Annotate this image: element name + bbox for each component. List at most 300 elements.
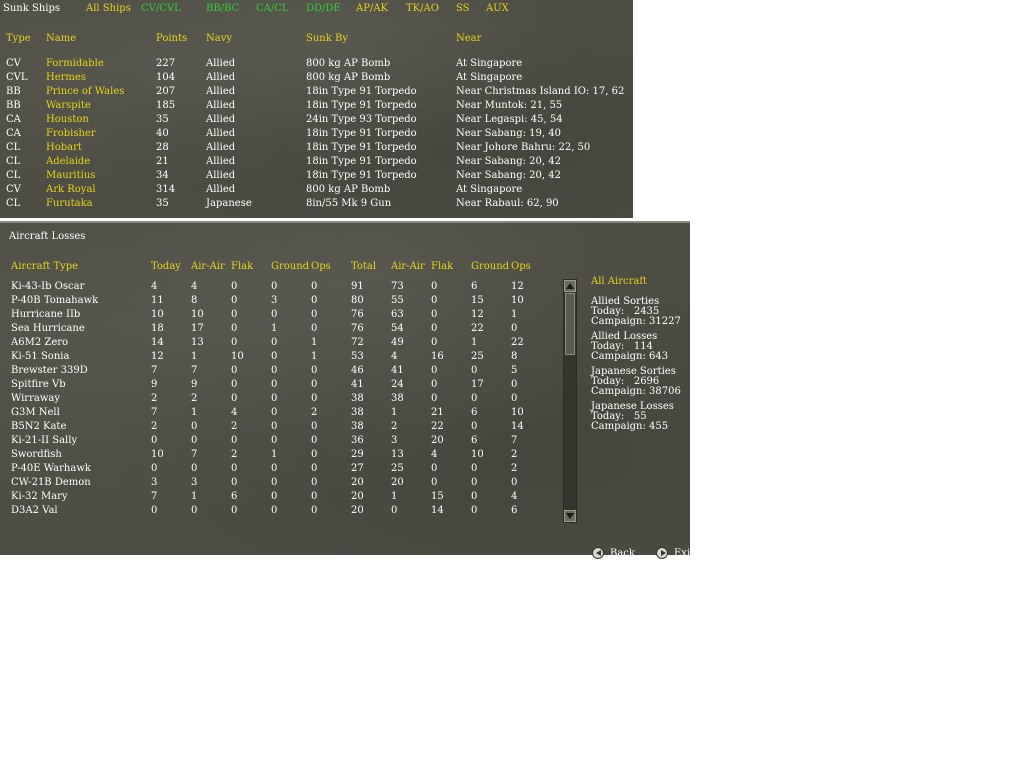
table-cell: 0 — [271, 351, 278, 362]
table-cell: 0 — [471, 463, 478, 474]
table-cell: 36 — [351, 435, 364, 446]
table-cell: 7 — [151, 365, 158, 376]
table-cell: 0 — [471, 491, 478, 502]
summary-today: Today: 114 — [591, 341, 653, 352]
table-cell: 20 — [391, 477, 404, 488]
losses-col-aircraft-type: Aircraft Type — [11, 261, 79, 272]
table-cell: Allied — [206, 156, 236, 167]
table-cell: 0 — [151, 505, 158, 516]
table-cell: 0 — [431, 393, 438, 404]
table-cell: 0 — [311, 505, 318, 516]
table-cell: CL — [6, 170, 21, 181]
table-cell: Allied — [206, 86, 236, 97]
table-cell: At Singapore — [456, 72, 523, 83]
table-cell: 0 — [311, 463, 318, 474]
table-cell: Allied — [206, 170, 236, 181]
table-cell: 3 — [151, 477, 158, 488]
table-cell: 12 — [511, 281, 524, 292]
ships-col-name: Name — [46, 33, 77, 44]
losses-col-ops: Ops — [311, 261, 331, 272]
table-cell: 0 — [431, 337, 438, 348]
back-button[interactable] — [592, 547, 635, 559]
exit-button[interactable] — [656, 547, 694, 559]
table-cell: 800 kg AP Bomb — [306, 184, 391, 195]
table-cell: 10 — [191, 309, 204, 320]
table-cell: 15 — [431, 491, 444, 502]
summary-heading: Japanese Losses — [591, 401, 674, 412]
table-cell: 4 — [191, 281, 198, 292]
summary-heading: Allied Sorties — [591, 296, 660, 307]
aircraft-type-name: CW-21B Demon — [11, 477, 91, 488]
table-cell: 0 — [471, 505, 478, 516]
table-cell: 15 — [471, 295, 484, 306]
table-cell: 17 — [191, 323, 204, 334]
table-cell: 18in Type 91 Torpedo — [306, 156, 417, 167]
table-cell: 800 kg AP Bomb — [306, 58, 391, 69]
table-cell: At Singapore — [456, 58, 523, 69]
ships-col-navy: Navy — [206, 33, 233, 44]
table-cell: 41 — [391, 365, 404, 376]
tab-bb-bc[interactable]: BB/BC — [206, 3, 240, 14]
table-cell: 20 — [351, 477, 364, 488]
scroll-down-arrow-icon[interactable] — [564, 510, 576, 522]
table-cell: 0 — [471, 393, 478, 404]
table-cell: 0 — [431, 463, 438, 474]
ship-name-link[interactable]: Hermes — [46, 72, 86, 83]
tab-cv-cvl[interactable]: CV/CVL — [141, 3, 181, 14]
summary-heading: Allied Losses — [591, 331, 658, 342]
table-cell: 0 — [511, 393, 518, 404]
table-cell: 0 — [271, 477, 278, 488]
table-cell: Near Sabang: 20, 42 — [456, 170, 561, 181]
table-cell: Allied — [206, 114, 236, 125]
table-cell: 0 — [471, 477, 478, 488]
table-cell: BB — [6, 100, 21, 111]
table-cell: Allied — [206, 128, 236, 139]
aircraft-type-name: D3A2 Val — [11, 505, 58, 516]
table-cell: 0 — [511, 379, 518, 390]
table-cell: 21 — [156, 156, 169, 167]
ship-name-link[interactable]: Houston — [46, 114, 89, 125]
losses-col-today: Today — [151, 261, 181, 272]
table-cell: 29 — [351, 449, 364, 460]
sunk-ships-panel — [0, 0, 633, 218]
table-cell: 0 — [311, 323, 318, 334]
table-cell: 6 — [231, 491, 238, 502]
table-cell: 6 — [471, 281, 478, 292]
table-cell: 14 — [431, 505, 444, 516]
table-cell: 9 — [191, 379, 198, 390]
aircraft-type-name: Ki-43-Ib Oscar — [11, 281, 85, 292]
aircraft-type-name: Brewster 339D — [11, 365, 88, 376]
table-cell: 1 — [271, 323, 278, 334]
table-cell: 0 — [431, 323, 438, 334]
table-cell: 7 — [151, 491, 158, 502]
summary-campaign: Campaign: 455 — [591, 421, 669, 432]
table-cell: 22 — [471, 323, 484, 334]
table-cell: 0 — [311, 449, 318, 460]
table-cell: Near Sabang: 19, 40 — [456, 128, 561, 139]
table-cell: 0 — [231, 463, 238, 474]
table-cell: 1 — [391, 491, 398, 502]
table-cell: 14 — [151, 337, 164, 348]
table-cell: 0 — [271, 281, 278, 292]
aircraft-type-name: Swordfish — [11, 449, 62, 460]
tab-tk-ao[interactable]: TK/AO — [406, 3, 439, 14]
table-cell: 18in Type 91 Torpedo — [306, 170, 417, 181]
ship-name-link[interactable]: Warspite — [46, 100, 91, 111]
scroll-thumb[interactable] — [565, 293, 575, 355]
table-cell: 0 — [191, 421, 198, 432]
table-cell: 2 — [151, 421, 158, 432]
table-cell: 1 — [191, 407, 198, 418]
table-cell: 2 — [191, 393, 198, 404]
scroll-up-arrow-icon[interactable] — [564, 280, 576, 292]
table-cell: Allied — [206, 100, 236, 111]
table-cell: CV — [6, 58, 21, 69]
aircraft-losses-panel — [0, 221, 695, 559]
table-cell: 0 — [311, 281, 318, 292]
table-cell: 18 — [151, 323, 164, 334]
table-cell: 3 — [191, 477, 198, 488]
aircraft-type-name: P-40B Tomahawk — [11, 295, 99, 306]
table-cell: 35 — [156, 114, 169, 125]
table-cell: 76 — [351, 323, 364, 334]
losses-col-flak: Flak — [231, 261, 254, 272]
table-cell: 0 — [311, 309, 318, 320]
summary-today: Today: 55 — [591, 411, 647, 422]
table-cell: BB — [6, 86, 21, 97]
table-cell: 12 — [471, 309, 484, 320]
table-cell: 0 — [271, 421, 278, 432]
table-cell: 0 — [231, 505, 238, 516]
table-cell: 0 — [311, 477, 318, 488]
table-cell: 0 — [431, 295, 438, 306]
table-cell: 41 — [351, 379, 364, 390]
table-cell: 0 — [271, 491, 278, 502]
table-cell: 27 — [351, 463, 364, 474]
table-cell: CA — [6, 128, 21, 139]
table-cell: 6 — [471, 435, 478, 446]
table-cell: 2 — [151, 393, 158, 404]
table-cell: 0 — [511, 477, 518, 488]
table-cell: 10 — [151, 309, 164, 320]
table-cell: 76 — [351, 309, 364, 320]
ship-name-link[interactable]: Frobisher — [46, 128, 96, 139]
table-cell: 6 — [511, 505, 518, 516]
table-cell: 24 — [391, 379, 404, 390]
table-cell: 0 — [231, 365, 238, 376]
table-cell: 3 — [271, 295, 278, 306]
table-cell: Near Legaspi: 45, 54 — [456, 114, 563, 125]
table-cell: 0 — [511, 323, 518, 334]
aircraft-type-name: Ki-51 Sonia — [11, 351, 70, 362]
table-cell: 0 — [311, 491, 318, 502]
summary-campaign: Campaign: 643 — [591, 351, 669, 362]
table-cell: 4 — [151, 281, 158, 292]
table-cell: 0 — [311, 379, 318, 390]
table-cell: 207 — [156, 86, 176, 97]
table-cell: 21 — [431, 407, 444, 418]
table-cell: 0 — [391, 505, 398, 516]
table-cell: 38 — [391, 393, 404, 404]
tab-ap-ak[interactable]: AP/AK — [356, 3, 389, 14]
table-cell: 0 — [151, 463, 158, 474]
table-cell: 18in Type 91 Torpedo — [306, 128, 417, 139]
ship-name-link[interactable]: Formidable — [46, 58, 104, 69]
losses-col-total-air-air: Air-Air — [391, 261, 425, 272]
table-cell: 8 — [511, 351, 518, 362]
table-cell: 0 — [471, 421, 478, 432]
table-cell: 38 — [351, 421, 364, 432]
summary-today: Today: 2435 — [591, 306, 660, 317]
table-cell: 2 — [231, 449, 238, 460]
table-cell: 1 — [511, 309, 518, 320]
tab-ca-cl[interactable]: CA/CL — [256, 3, 289, 14]
table-cell: 0 — [271, 505, 278, 516]
summary-heading: Japanese Sorties — [591, 366, 676, 377]
aircraft-type-name: Spitfire Vb — [11, 379, 66, 390]
ships-col-points: Points — [156, 33, 188, 44]
table-cell: Allied — [206, 72, 236, 83]
table-cell: 38 — [351, 407, 364, 418]
table-cell: 4 — [391, 351, 398, 362]
table-cell: 800 kg AP Bomb — [306, 72, 391, 83]
table-cell: 1 — [191, 351, 198, 362]
losses-scrollbar[interactable] — [563, 279, 577, 523]
table-cell: 49 — [391, 337, 404, 348]
table-cell: 16 — [431, 351, 444, 362]
table-cell: 35 — [156, 198, 169, 209]
tab-all-ships[interactable]: All Ships — [86, 3, 131, 14]
table-cell: 28 — [156, 142, 169, 153]
table-cell: 38 — [351, 393, 364, 404]
table-cell: 20 — [351, 505, 364, 516]
table-cell: 9 — [151, 379, 158, 390]
table-cell: 63 — [391, 309, 404, 320]
table-cell: 12 — [151, 351, 164, 362]
table-cell: 13 — [391, 449, 404, 460]
table-cell: 0 — [271, 407, 278, 418]
table-cell: 0 — [231, 295, 238, 306]
sunk-ships-title: Sunk Ships — [3, 3, 60, 14]
table-cell: Near Rabaul: 62, 90 — [456, 198, 559, 209]
table-cell: 2 — [231, 421, 238, 432]
table-cell: 0 — [431, 365, 438, 376]
table-cell: 6 — [471, 407, 478, 418]
table-cell: 55 — [391, 295, 404, 306]
table-cell: 17 — [471, 379, 484, 390]
table-cell: 53 — [351, 351, 364, 362]
table-cell: 22 — [431, 421, 444, 432]
ships-col-sunk-by: Sunk By — [306, 33, 348, 44]
table-cell: 0 — [191, 463, 198, 474]
summary-campaign: Campaign: 31227 — [591, 316, 681, 327]
table-cell: 0 — [311, 421, 318, 432]
table-cell: 22 — [511, 337, 524, 348]
table-cell: 25 — [471, 351, 484, 362]
table-cell: 314 — [156, 184, 176, 195]
table-cell: 0 — [311, 393, 318, 404]
table-cell: 0 — [271, 435, 278, 446]
table-cell: 0 — [231, 393, 238, 404]
table-cell: 3 — [391, 435, 398, 446]
ship-name-link[interactable]: Furutaka — [46, 198, 93, 209]
table-cell: 1 — [391, 407, 398, 418]
table-cell: Near Sabang: 20, 42 — [456, 156, 561, 167]
table-cell: 185 — [156, 100, 176, 111]
table-cell: 2 — [511, 463, 518, 474]
table-cell: 1 — [311, 337, 318, 348]
table-cell: 0 — [231, 435, 238, 446]
table-cell: 8 — [191, 295, 198, 306]
losses-col-total-flak: Flak — [431, 261, 454, 272]
table-cell: 104 — [156, 72, 176, 83]
table-cell: 10 — [511, 295, 524, 306]
table-cell: 0 — [231, 477, 238, 488]
losses-col-total-ground: Ground — [471, 261, 510, 272]
table-cell: 0 — [311, 295, 318, 306]
table-cell: 8in/55 Mk 9 Gun — [306, 198, 392, 209]
table-cell: 0 — [271, 393, 278, 404]
table-cell: 7 — [511, 435, 518, 446]
table-cell: 0 — [431, 379, 438, 390]
table-cell: 13 — [191, 337, 204, 348]
table-cell: 40 — [156, 128, 169, 139]
table-cell: 0 — [231, 323, 238, 334]
table-cell: Allied — [206, 184, 236, 195]
table-cell: 0 — [151, 435, 158, 446]
table-cell: 0 — [231, 309, 238, 320]
table-cell: 0 — [431, 281, 438, 292]
table-cell: 10 — [471, 449, 484, 460]
aircraft-type-name: P-40E Warhawk — [11, 463, 91, 474]
table-cell: 1 — [471, 337, 478, 348]
table-cell: 0 — [271, 379, 278, 390]
table-cell: 7 — [191, 449, 198, 460]
table-cell: CVL — [6, 72, 28, 83]
table-cell: 34 — [156, 170, 169, 181]
table-cell: 4 — [231, 407, 238, 418]
table-cell: 2 — [391, 421, 398, 432]
table-cell: 0 — [231, 281, 238, 292]
table-cell: 0 — [431, 477, 438, 488]
tab-aux[interactable]: AUX — [486, 3, 509, 14]
back-arrow-icon — [592, 547, 604, 559]
aircraft-type-name: A6M2 Zero — [11, 337, 69, 348]
losses-col-total-ops: Ops — [511, 261, 531, 272]
table-cell: 0 — [271, 365, 278, 376]
table-cell: 10 — [231, 351, 244, 362]
table-cell: 2 — [511, 449, 518, 460]
table-cell: CL — [6, 142, 21, 153]
table-cell: 72 — [351, 337, 364, 348]
table-cell: At Singapore — [456, 184, 523, 195]
table-cell: 20 — [431, 435, 444, 446]
table-cell: 0 — [231, 379, 238, 390]
back-label: Back — [610, 547, 635, 559]
table-cell: 91 — [351, 281, 364, 292]
ship-name-link[interactable]: Prince of Wales — [46, 86, 125, 97]
table-cell: 24in Type 93 Torpedo — [306, 114, 417, 125]
aircraft-type-name: B5N2 Kate — [11, 421, 67, 432]
table-cell: 0 — [471, 365, 478, 376]
table-cell: 1 — [271, 449, 278, 460]
aircraft-type-name: Hurricane IIb — [11, 309, 81, 320]
table-cell: 46 — [351, 365, 364, 376]
table-cell: 18in Type 91 Torpedo — [306, 100, 417, 111]
table-cell: 5 — [511, 365, 518, 376]
table-cell: 7 — [151, 407, 158, 418]
table-cell: Allied — [206, 58, 236, 69]
table-cell: 0 — [271, 337, 278, 348]
table-cell: 4 — [511, 491, 518, 502]
table-cell: 1 — [191, 491, 198, 502]
ships-col-near: Near — [456, 33, 482, 44]
table-cell: 0 — [271, 463, 278, 474]
table-cell: 0 — [191, 435, 198, 446]
table-cell: 10 — [151, 449, 164, 460]
exit-label: Exit — [674, 547, 695, 559]
table-cell: 0 — [311, 435, 318, 446]
ship-name-link[interactable]: Mauritius — [46, 170, 96, 181]
table-cell: 25 — [391, 463, 404, 474]
losses-col-ground: Ground — [271, 261, 310, 272]
summary-campaign: Campaign: 38706 — [591, 386, 681, 397]
table-cell: 7 — [191, 365, 198, 376]
table-cell: Near Muntok: 21, 55 — [456, 100, 563, 111]
table-cell: 0 — [231, 337, 238, 348]
tab-ss[interactable]: SS — [456, 3, 470, 14]
table-cell: 54 — [391, 323, 404, 334]
losses-col-total-total: Total — [351, 261, 377, 272]
table-cell: 0 — [311, 365, 318, 376]
aircraft-type-name: Ki-21-II Sally — [11, 435, 78, 446]
table-cell: Allied — [206, 142, 236, 153]
table-cell: Near Christmas Island IO: 17, 62 — [456, 86, 625, 97]
summary-today: Today: 2696 — [591, 376, 660, 387]
table-cell: 0 — [191, 505, 198, 516]
aircraft-type-name: Sea Hurricane — [11, 323, 85, 334]
ship-name-link[interactable]: Adelaide — [46, 156, 91, 167]
table-cell: 20 — [351, 491, 364, 502]
table-cell: 18in Type 91 Torpedo — [306, 86, 417, 97]
table-cell: 10 — [511, 407, 524, 418]
table-cell: 18in Type 91 Torpedo — [306, 142, 417, 153]
table-cell: 14 — [511, 421, 524, 432]
table-cell: 80 — [351, 295, 364, 306]
summary-title: All Aircraft — [591, 276, 648, 287]
tab-dd-de[interactable]: DD/DE — [306, 3, 341, 14]
table-cell: 4 — [431, 449, 438, 460]
table-cell: 73 — [391, 281, 404, 292]
table-cell: 2 — [311, 407, 318, 418]
table-cell: 11 — [151, 295, 164, 306]
ships-col-type: Type — [6, 33, 31, 44]
table-cell: 0 — [271, 309, 278, 320]
ship-name-link[interactable]: Ark Royal — [46, 184, 96, 195]
table-cell: Near Johore Bahru: 22, 50 — [456, 142, 591, 153]
aircraft-type-name: Wirraway — [11, 393, 60, 404]
table-cell: 227 — [156, 58, 176, 69]
ship-name-link[interactable]: Hobart — [46, 142, 82, 153]
table-cell: CL — [6, 198, 21, 209]
aircraft-losses-title: Aircraft Losses — [9, 231, 86, 242]
losses-col-air-air: Air-Air — [191, 261, 225, 272]
table-cell: CV — [6, 184, 21, 195]
table-cell: Japanese — [206, 198, 252, 209]
table-cell: CA — [6, 114, 21, 125]
